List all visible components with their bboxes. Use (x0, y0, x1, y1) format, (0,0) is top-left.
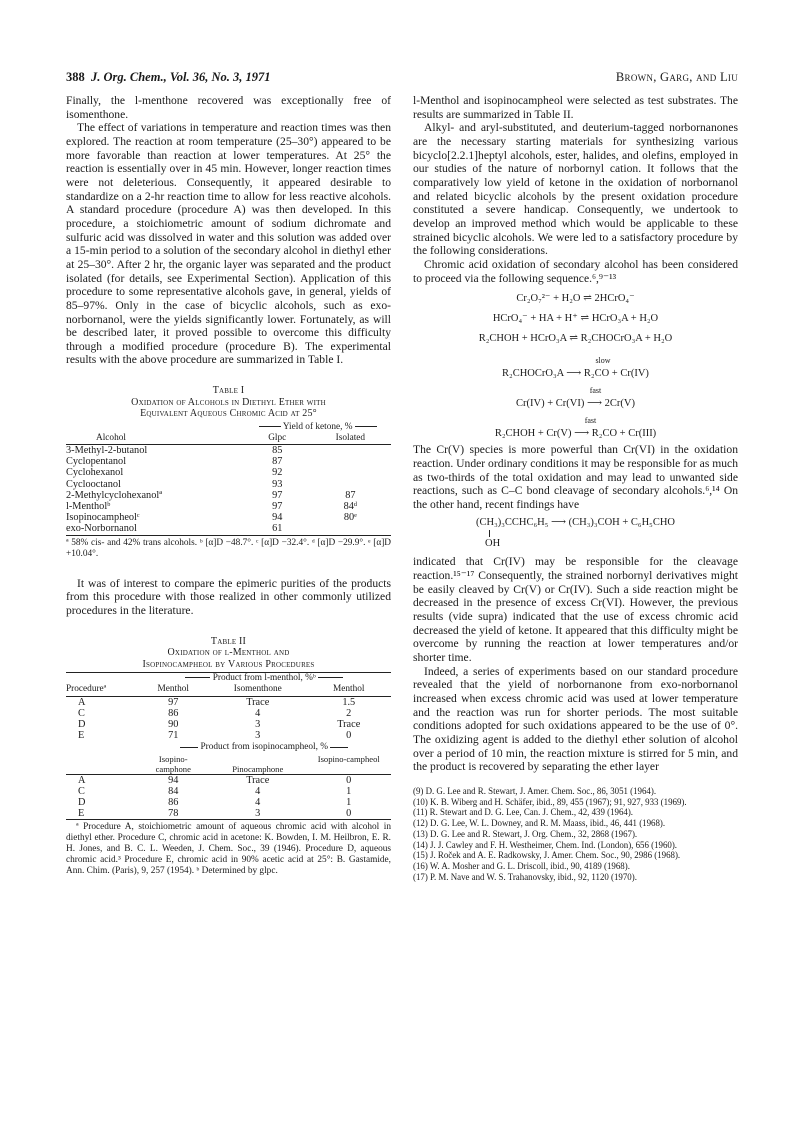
table-row (66, 697, 391, 708)
col-header: Menthol (157, 684, 189, 695)
caption-line: Oxidation of l-Menthol and (167, 647, 290, 659)
table-row (66, 501, 391, 512)
table-row (66, 456, 391, 467)
reference-item: (12) D. G. Lee, W. L. Downey, and R. M. Maass, ibid., 46, 441 (1968). (413, 818, 666, 829)
table-cell: D (78, 718, 86, 730)
equation (413, 414, 738, 440)
paragraph: Finally, the l-menthone recovered was exceptionally free of isomenthone. (66, 94, 391, 121)
equation (413, 516, 738, 551)
alcohol-cell: Cyclohexanol (66, 467, 124, 479)
table-cell: 0 (346, 730, 352, 742)
table-cell: 94 (168, 774, 179, 786)
table-row (66, 797, 391, 808)
right-column (413, 94, 738, 883)
table-cell: 1 (346, 785, 352, 797)
table-cell: 3 (255, 730, 261, 742)
paragraph: The Cr(V) species is more powerful than Cr(VI) in the oxidation reaction. Under ordinary conditions it may be responsible for as much as two-thirds of the total oxidation and may lead to unwanted side reactions, such as C–C bond cleavage of secondary alcohols.⁶,¹⁴ On the other hand, recent findings have (413, 443, 738, 511)
alcohol-cell: 2-Methylcyclohexanolª (66, 489, 163, 501)
table-row (66, 512, 391, 523)
table-row (66, 490, 391, 501)
glpc-cell: 87 (272, 456, 283, 468)
table2-span-header-2 (138, 741, 392, 753)
page-number: 388 (66, 70, 85, 84)
equation-text: (CH₃)₃CCHC₆H₅ ⟶ (CH₃)₃COH + C₆H₅CHO (475, 517, 676, 529)
table-cell: 3 (255, 718, 261, 730)
alcohol-cell: 3-Methyl-2-butanol (66, 445, 148, 457)
equation (413, 384, 738, 410)
table2-caption (66, 647, 391, 670)
table-cell: Trace (246, 696, 270, 708)
table-row (66, 445, 391, 456)
table-cell: 4 (255, 796, 261, 808)
table-row (66, 786, 391, 797)
isolated-cell (310, 456, 391, 467)
equation-text: R₂CHOH + Cr(V) ⟶ R₂CO + Cr(III) (494, 428, 657, 440)
table-cell: 4 (255, 707, 261, 719)
col-header: Procedureª (66, 684, 107, 695)
table-row (66, 467, 391, 478)
table-cell: 0 (346, 808, 352, 820)
table1-caption (66, 397, 391, 420)
reference-item: (10) K. B. Wiberg and H. Schäfer, ibid., 89, 455 (1967); 91, 927, 933 (1969). (413, 796, 687, 807)
alcohol-cell: Cyclooctanol (66, 478, 121, 490)
references-list (413, 786, 738, 883)
isolated-cell (310, 467, 391, 478)
reference-item: (16) W. A. Mosher and G. L. Driscoll, ibid., 90, 4189 (1968). (413, 861, 630, 872)
table-cell: 86 (168, 796, 179, 808)
paragraph: Alkyl- and aryl-substituted, and deuterium-tagged norbornanones are the necessary starting materials for synthesizing various bicyclo[2.2.1]heptyl alcohols, ester, halides, and olefins, employed in our studies of the nature of norbornyl cation. It follows that the comparatively low yield of ketone in the oxidation of norbornanol and related bicyclic alcohols by the present oxidation procedure constituted a severe handicap. Consequently, we undertook to develop an improved method which would be applicable to these strained bicyclic alcohols. We were led to a satisfactory procedure by the following considerations. (413, 121, 738, 258)
alcohol-cell: Isopinocampheolᶜ (66, 512, 140, 524)
table-cell: 78 (168, 808, 179, 820)
col-header: Isopino-camphone (155, 753, 191, 774)
journal-name: J. Org. Chem., Vol. 36, No. 3, 1971 (91, 70, 271, 84)
alcohol-cell: exo-Norbornanol (66, 523, 137, 535)
paragraph: It was of interest to compare the epimeric purities of the products from this procedure with those realized in other commonly utilized procedures in the literature. (66, 576, 391, 617)
table-cell: Trace (246, 774, 270, 786)
col-header: Alcohol (96, 432, 126, 443)
col-header: Isomenthone (233, 684, 282, 695)
table-row (66, 808, 391, 820)
table-cell: C (78, 785, 85, 797)
table-cell: 84 (168, 785, 179, 797)
arrow-label: fast (584, 416, 597, 426)
table-cell: 90 (168, 718, 179, 730)
glpc-cell: 93 (272, 478, 283, 490)
caption-line: Equivalent Aqueous Chromic Acid at 25° (140, 408, 317, 420)
journal-citation (66, 70, 271, 85)
paragraph: l-Menthol and isopinocampheol were selected as test substrates. The results are summarized in Table II. (413, 94, 738, 121)
table-row (66, 708, 391, 719)
authors: Brown, Garg, and Liu (615, 70, 738, 84)
running-header (66, 70, 738, 86)
span-header-text: Product from l-menthol, %ᵇ (212, 673, 316, 684)
hydroxyl-group (413, 530, 738, 551)
table-cell: 0 (346, 774, 352, 786)
table2-footnote: ª Procedure A, stoichiometric amount of aqueous chromic acid with alcohol in diethyl ether. Procedure C, chromic acid in acetone: K. Bowden, I. M. Heilbron, E. R. H. Jones, and B. C. L. Weeden, J. Chem. Soc., 39 (1946). Procedure D, aqueous chromic acid.³ Procedure E, chromic acid in 90% acetic acid at 25°: B. Gastamide, Ann. Chim. (Paris), 9, 257 (1954). ᵇ Determined by glpc. (66, 822, 391, 877)
table-cell: A (78, 774, 86, 786)
alcohol-cell: Cyclopentanol (66, 456, 127, 468)
table-row (66, 775, 391, 786)
isolated-cell (310, 479, 391, 490)
table-cell: 1 (346, 796, 352, 808)
span-header-text: Yield of ketone, % (282, 421, 353, 432)
table2-span-header-1 (138, 673, 392, 684)
reference-item: (11) R. Stewart and D. G. Lee, Can. J. Chem., 42, 439 (1964). (413, 807, 634, 818)
paragraph: Indeed, a series of experiments based on our standard procedure revealed that the yield of norbornanone from exo-norbornanol increased when excess chromic acid was used at lower temperature and the reaction was run for shorter periods. The most suitable conditions adopted for such oxidations appeared to be the use of 0°. The oxidizing agent is added to the diethyl ether solution of alcohol over a period of 10 min, the reaction mixture is stirred for 5 min, and the product is recovered by separating the ether layer (413, 664, 738, 774)
table-cell: 4 (255, 785, 261, 797)
alcohol-cell: l-Mentholᵇ (66, 501, 111, 513)
paragraph: indicated that Cr(IV) may be responsible for the cleavage reaction.¹⁵⁻¹⁷ Consequently, the strained norbornyl derivatives might be easily cleaved by Cr(V) or Cr(IV). Such a side reaction might be decreased in the presence of excess Cr(VI). However, the previous results (vide supra) indicated that the use of excess chromic acid decreased the yield of ketone. It appeared that this difficulty might be overcome by running the reaction at lower temperatures and/or shorter time. (413, 555, 738, 665)
table2 (66, 672, 391, 820)
table-cell: A (78, 696, 86, 708)
table-cell: 97 (168, 696, 179, 708)
reaction-scheme (413, 289, 738, 440)
col-header: Menthol (332, 684, 365, 695)
reference-item: (17) P. M. Nave and W. S. Trahanovsky, ibid., 92, 1120 (1970). (413, 871, 637, 882)
glpc-cell: 97 (272, 501, 283, 513)
table1-span-header (245, 422, 391, 433)
table-cell: C (78, 707, 85, 719)
reference-item: (14) J. J. Cawley and F. H. Westheimer, Chem. Ind. (London), 656 (1960). (413, 839, 678, 850)
table1-label: Table I (212, 385, 245, 397)
table1-footnote: ª 58% cis- and 42% trans alcohols. ᵇ [α]D −48.7°. ᶜ [α]D −32.4°. ᵈ [α]D −29.9°. ᵉ [α]D +10.04°. (66, 537, 391, 559)
col-header: Glpc (268, 432, 287, 443)
isolated-cell: 80ᵉ (343, 512, 357, 524)
table2-label: Table II (210, 635, 247, 647)
table-cell: 86 (168, 707, 179, 719)
col-header: Isopino-campheol (317, 753, 380, 764)
reference-item: (9) D. G. Lee and R. Stewart, J. Amer. Chem. Soc., 86, 3051 (1964). (413, 785, 657, 796)
arrow-label: fast (589, 386, 602, 396)
glpc-cell: 85 (272, 445, 283, 457)
paragraph: Chromic acid oxidation of secondary alcohol has been considered to proceed via the following sequence.⁶,⁹⁻¹³ (413, 257, 738, 285)
isolated-cell: 87 (345, 489, 356, 501)
equation-text: Cr(IV) + Cr(VI) ⟶ 2Cr(V) (516, 398, 635, 410)
equation: Cr₂O₇²⁻ + H₂O ⇌ 2HCrO₄⁻ (516, 293, 635, 305)
table-row (66, 730, 391, 741)
caption-line: Oxidation of Alcohols in Diethyl Ether with (131, 396, 326, 408)
table-cell: E (78, 808, 85, 820)
paragraph: The effect of variations in temperature and reaction times was then explored. The reaction at room temperature (25–30°) appeared to be more favorable than reaction at lower temperatures. At 25° the reaction is essentially over in 45 min. However, longer reaction times were not deleterious. Consequently, it appeared desirable to standardize on a 2-hr reaction time to allow for less reactive alcohols. A standard procedure (procedure A) was then developed. In this procedure, a stoichiometric amount of sodium dichromate and sulfuric acid was dissolved in water and this solution was added over a 15-min period to a solution of the secondary alcohol in diethyl ether at 25–30°. After 2 hr, the organic layer was separated and the product isolated (for details, see Experimental Section). Application of this procedure to some representative alcohols gave, in general, yields of 85–97%. Only in the case of bicyclic alcohols, such as exo-norbornanol, were the yields significantly lower. Fortunately, as will be described later, it proved possible to overcome this difficulty through a modified procedure (procedure B). The experimental results with the above procedure are summarized in Table I. (66, 121, 391, 367)
equation (413, 354, 738, 380)
glpc-cell: 94 (272, 512, 283, 524)
equation: R₂CHOH + HCrO₃A ⇌ R₂CHOCrO₃A + H₂O (478, 333, 673, 345)
reference-item: (13) D. G. Lee and R. Stewart, J. Org. Chem., 32, 2868 (1967). (413, 828, 638, 839)
glpc-cell: 61 (272, 523, 283, 535)
table-row (66, 523, 391, 535)
oh-label: OH (485, 538, 501, 550)
table-row (66, 479, 391, 490)
table-cell: 2 (346, 707, 352, 719)
table-cell: 3 (255, 808, 261, 820)
table1 (66, 422, 391, 536)
reference-item: (15) J. Roček and A. E. Radkowsky, J. Amer. Chem. Soc., 90, 2986 (1968). (413, 850, 681, 861)
left-column (66, 94, 391, 877)
table-cell: D (78, 796, 86, 808)
equation-text: R₂CHOCrO₃A ⟶ R₂CO + Cr(IV) (502, 368, 649, 380)
isolated-cell (310, 523, 391, 535)
isolated-cell: 84ᵈ (343, 501, 358, 513)
glpc-cell: 92 (272, 467, 283, 479)
arrow-label: slow (595, 356, 611, 366)
caption-line: Isopinocampheol by Various Procedures (142, 658, 315, 670)
glpc-cell: 97 (272, 489, 283, 501)
table-cell: E (78, 730, 85, 742)
col-header: Pinocamphone (232, 763, 284, 774)
equation: HCrO₄⁻ + HA + H⁺ ⇌ HCrO₃A + H₂O (492, 313, 659, 325)
table-row (66, 719, 391, 730)
table-cell: Trace (337, 718, 361, 730)
table-cell: 71 (168, 730, 179, 742)
isolated-cell (310, 445, 391, 456)
span-header-text: Product from isopinocampheol, % (200, 742, 329, 753)
table-cell: 1.5 (342, 696, 356, 708)
col-header: Isolated (335, 432, 366, 443)
